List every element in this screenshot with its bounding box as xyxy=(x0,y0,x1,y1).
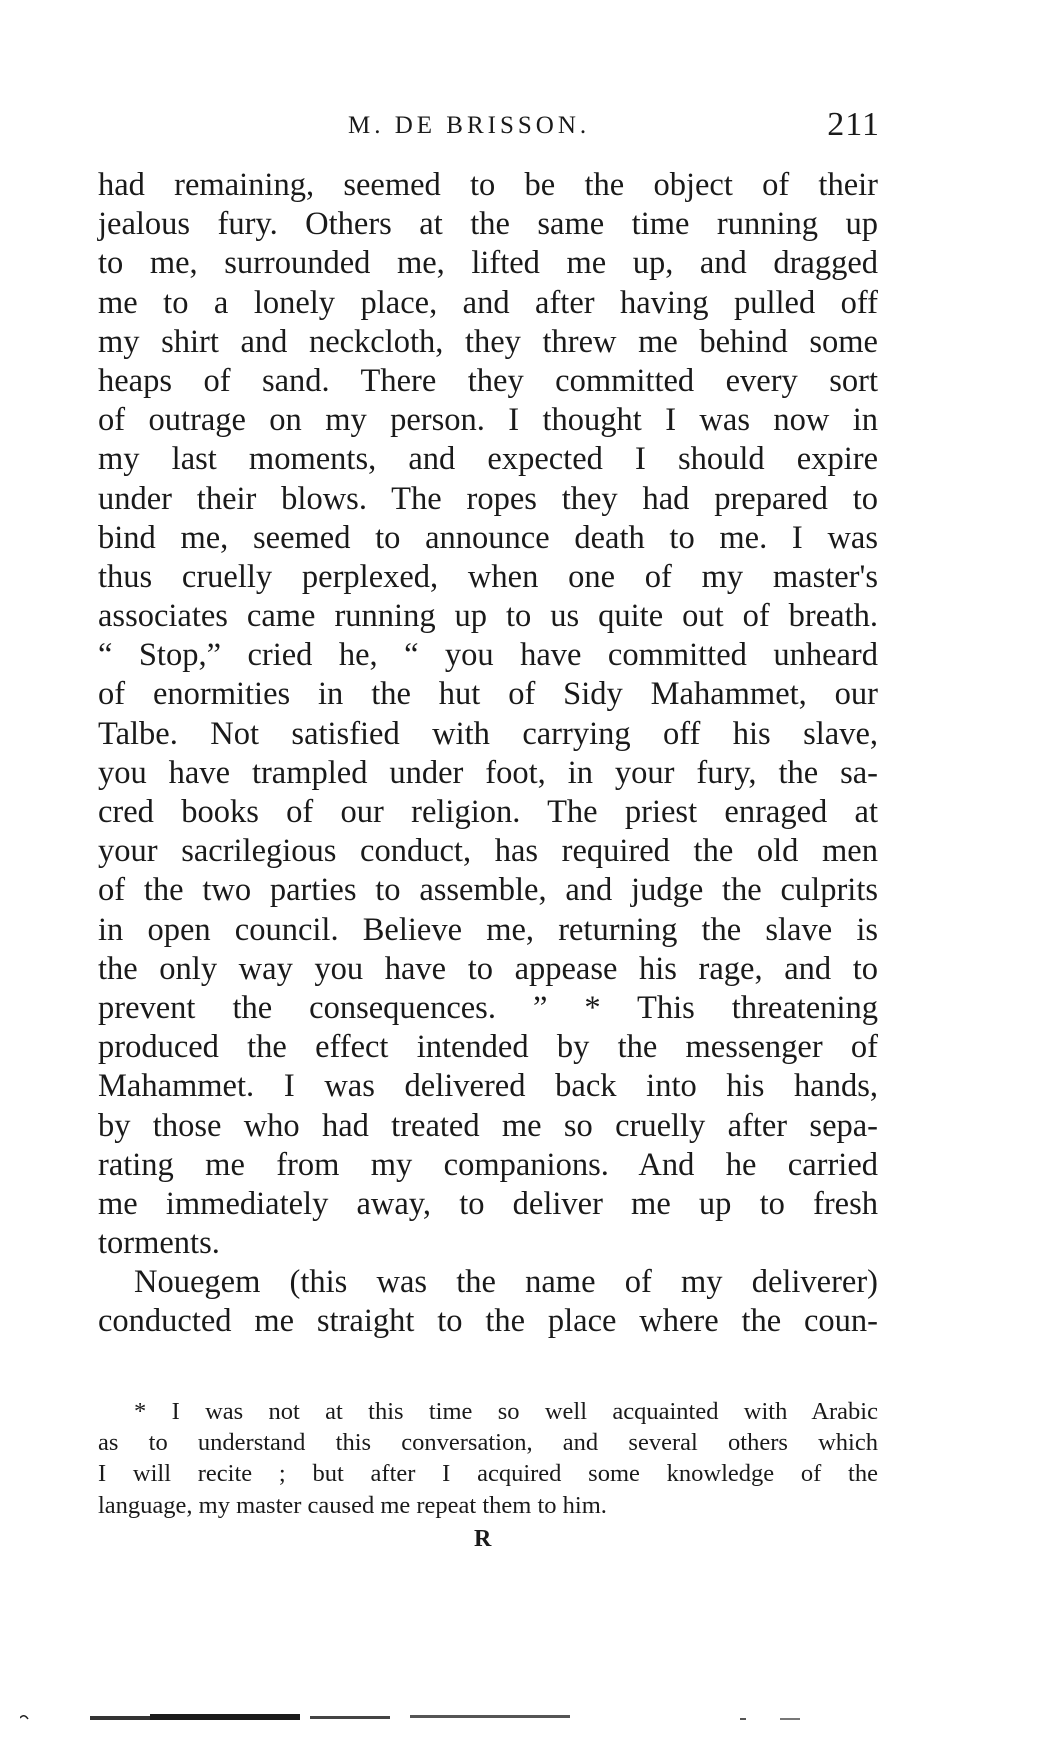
text-line: thus cruelly perplexed, when one of my master's xyxy=(98,558,878,595)
signature-mark: R xyxy=(474,1526,492,1552)
text-line: bind me, seemed to announce death to me. I was xyxy=(98,519,878,556)
text-line: in open council. Believe me, returning the slave is xyxy=(98,911,878,948)
scan-edge-artifact xyxy=(20,1710,920,1724)
page-number: 211 xyxy=(827,106,880,143)
text-line: produced the effect intended by the messenger of xyxy=(98,1029,878,1066)
text-line: had remaining, seemed to be the object of their xyxy=(98,167,878,203)
text-line: “ Stop,” cried he, “ you have committed unheard xyxy=(98,637,878,674)
footnote-line: * I was not at this time so well acquainted with Arabic xyxy=(134,1398,878,1425)
text-line: my last moments, and expected I should expire xyxy=(98,441,878,478)
footnote xyxy=(98,1396,878,1521)
text-line: prevent the consequences. ” * This threatening xyxy=(98,989,878,1026)
text-line: Nouegem (this was the name of my deliverer) xyxy=(134,1264,878,1301)
text-line: under their blows. The ropes they had prepared to xyxy=(98,480,878,517)
text-line: me to a lonely place, and after having pulled off xyxy=(98,284,878,321)
text-line: your sacrilegious conduct, has required the old men xyxy=(98,833,878,870)
text-line: torments. xyxy=(98,1225,220,1262)
text-line: conducted me straight to the place where the coun- xyxy=(98,1303,878,1340)
running-head xyxy=(100,106,880,148)
text-line: you have trampled under foot, in your fury, the sa- xyxy=(98,754,878,791)
text-line: associates came running up to us quite out of breath. xyxy=(98,598,878,635)
running-title: M. DE BRISSON. xyxy=(348,112,591,139)
footnote-line: language, my master caused me repeat them to him. xyxy=(98,1491,607,1519)
body-text xyxy=(98,166,878,1342)
text-line: of the two parties to assemble, and judge the culprits xyxy=(98,872,878,909)
text-line: Mahammet. I was delivered back into his hands, xyxy=(98,1068,878,1105)
text-line: my shirt and neckcloth, they threw me behind some xyxy=(98,323,878,360)
footnote-line: as to understand this conversation, and several others which xyxy=(98,1429,878,1457)
text-line: cred books of our religion. The priest enraged at xyxy=(98,794,878,830)
text-line: heaps of sand. There they committed every sort xyxy=(98,362,878,399)
text-line: by those who had treated me so cruelly after sepa- xyxy=(98,1107,878,1144)
footnote-line: I will recite ; but after I acquired some knowledge of the xyxy=(98,1460,878,1488)
text-line: rating me from my companions. And he carried xyxy=(98,1146,878,1183)
text-line: Talbe. Not satisfied with carrying off his slave, xyxy=(98,715,878,752)
text-line: of outrage on my person. I thought I was now in xyxy=(98,402,878,439)
text-line: of enormities in the hut of Sidy Mahammet, our xyxy=(98,676,878,713)
text-line: the only way you have to appease his rage, and to xyxy=(98,950,878,987)
text-line: to me, surrounded me, lifted me up, and dragged xyxy=(98,245,878,282)
text-line: jealous fury. Others at the same time running up xyxy=(98,206,878,243)
text-line: me immediately away, to deliver me up to fresh xyxy=(98,1185,878,1222)
